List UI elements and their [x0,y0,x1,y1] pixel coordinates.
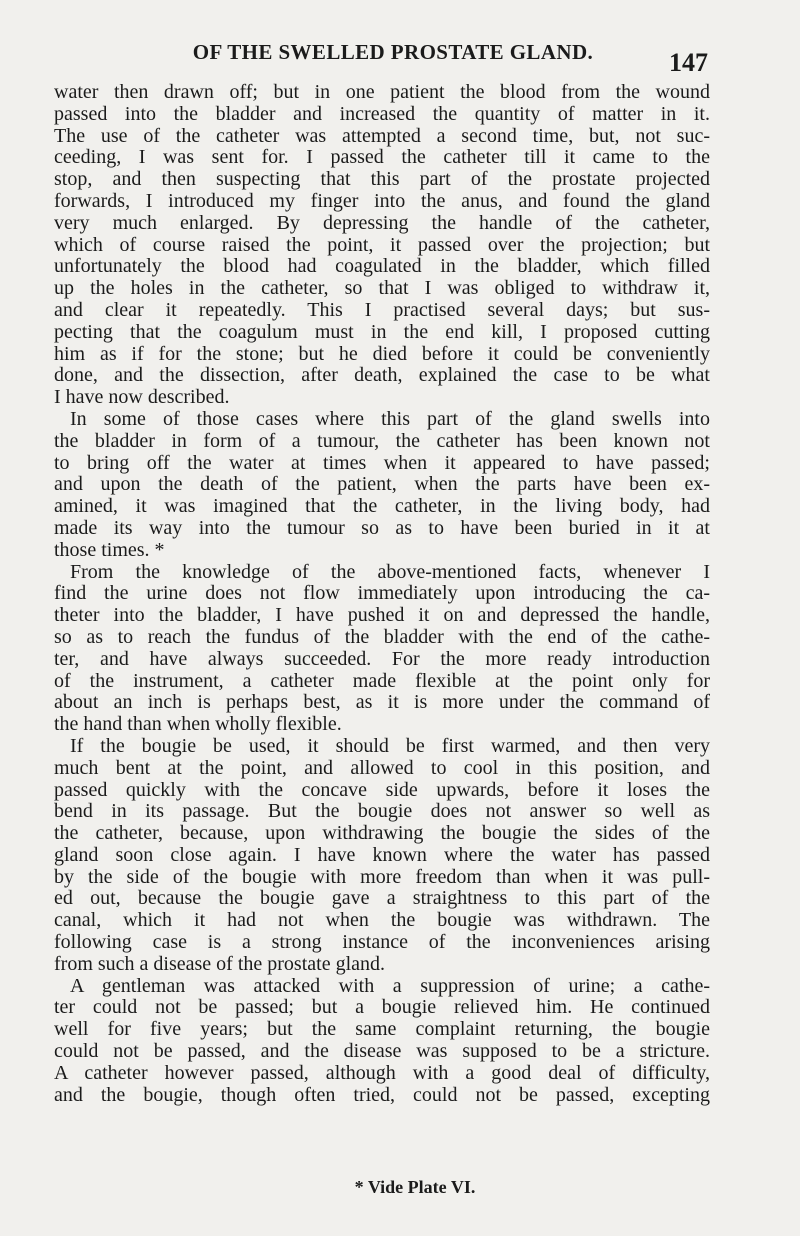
text-line: In some of those cases where this part of the gland swells into [70,408,710,430]
text-line: and upon the death of the patient, when the parts have been ex- [54,474,710,496]
text-line: passed quickly with the concave side upwards, before it loses the [54,779,710,801]
text-line: much bent at the point, and allowed to cool in this position, and [54,757,710,779]
text-line: stop, and then suspecting that this part of the prostate projected [54,169,710,191]
text-line: so as to reach the fundus of the bladder with the end of the cathe- [54,626,710,648]
text-line: the bladder in form of a tumour, the catheter has been known not [54,430,710,452]
text-line: ter could not be passed; but a bougie relieved him. He continued [54,997,710,1019]
text-line: passed into the bladder and increased the quantity of matter in it. [54,103,710,125]
text-line: amined, it was imagined that the catheter, in the living body, had [54,496,710,518]
text-line: unfortunately the blood had coagulated in the bladder, which filled [54,256,710,278]
text-line: From the knowledge of the above-mentioned facts, whenever I [70,561,710,583]
text-line: A gentleman was attacked with a suppression of urine; a cathe- [70,975,710,997]
text-line: very much enlarged. By depressing the handle of the catheter, [54,212,710,234]
text-line: to bring off the water at times when it appeared to have passed; [54,452,710,474]
text-line: well for five years; but the same complaint returning, the bougie [54,1019,710,1041]
text-line: I have now described. [54,387,230,409]
text-line: water then drawn off; but in one patient the blood from the wound [54,82,710,103]
text-line: canal, which it had not when the bougie was withdrawn. The [54,910,710,932]
text-line: find the urine does not flow immediately upon introducing the ca- [54,583,710,605]
text-line: him as if for the stone; but he died before it could be conveniently [54,343,710,365]
text-line: ed out, because the bougie gave a straightness to this part of the [54,888,710,910]
text-line: from such a disease of the prostate gland. [54,953,386,975]
text-line: the hand than when wholly flexible. [54,714,342,736]
text-line: forwards, I introduced my finger into the anus, and found the gland [54,190,710,212]
text-line: theter into the bladder, I have pushed it on and depressed the handle, [54,605,710,627]
text-line: ceeding, I was sent for. I passed the catheter till it came to the [54,147,710,169]
text-line: gland soon close again. I have known where the water has passed [54,844,710,866]
page-header [78,36,708,77]
text-line: and the bougie, though often tried, could not be passed, excepting [54,1084,710,1106]
text-line: about an inch is perhaps best, as it is more under the command of [54,692,710,714]
text-line: A catheter however passed, although with a good deal of difficulty, [54,1062,710,1084]
body-text [54,82,710,1106]
text-line: done, and the dissection, after death, explained the case to be what [54,365,710,387]
text-line: and clear it repeatedly. This I practised several days; but sus- [54,299,710,321]
running-head: OF THE SWELLED PROSTATE GLAND. [192,40,594,64]
text-line: those times. * [54,539,165,561]
text-line: The use of the catheter was attempted a second time, but, not suc- [54,125,710,147]
text-line: If the bougie be used, it should be first warmed, and then very [70,735,710,757]
text-line: following case is a strong instance of the inconveniences arising [54,932,710,954]
text-line: made its way into the tumour so as to have been buried in it at [54,517,710,539]
text-line: bend in its passage. But the bougie does not answer so well as [54,801,710,823]
text-line: up the holes in the catheter, so that I was obliged to withdraw it, [54,278,710,300]
page-number: 147 [669,48,708,77]
text-line: could not be passed, and the disease was supposed to be a stricture. [54,1041,710,1063]
text-line: pecting that the coagulum must in the end kill, I proposed cutting [54,321,710,343]
footnote: * Vide Plate VI. [354,1177,476,1197]
text-line: of the instrument, a catheter made flexible at the point only for [54,670,710,692]
text-line: ter, and have always succeeded. For the more ready introduction [54,648,710,670]
text-line: by the side of the bougie with more freedom than when it was pull- [54,866,710,888]
text-line: which of course raised the point, it passed over the projection; but [54,234,710,256]
text-line: the catheter, because, upon withdrawing the bougie the sides of the [54,823,710,845]
